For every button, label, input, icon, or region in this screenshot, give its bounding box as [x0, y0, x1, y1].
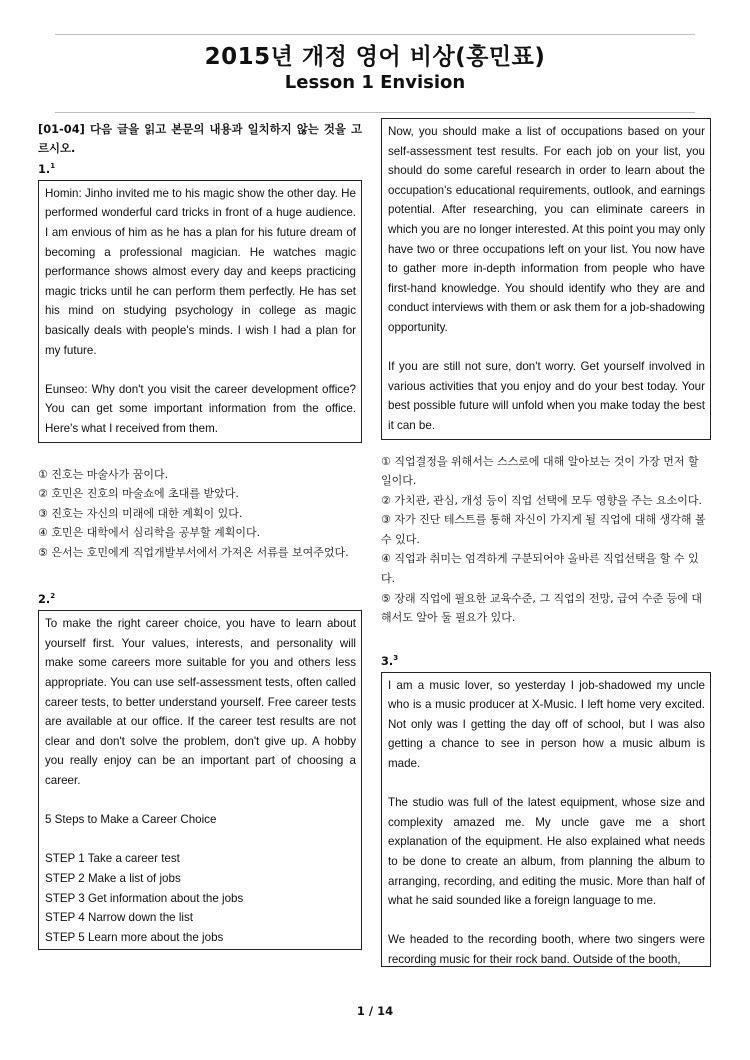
passage-paragraph: Eunseo: Why don't you visit the career development office? You can get some important information from the office. Here's what I received from them.	[45, 382, 356, 435]
question-2-number: 2.$^2$	[38, 592, 56, 607]
left-column	[38, 120, 362, 950]
question-3-passage	[381, 672, 711, 967]
question-2-options	[381, 452, 711, 628]
right-column	[381, 118, 711, 967]
step-item: STEP 5 Learn more about the jobs	[45, 930, 224, 944]
passage-paragraph: If you are still not sure, don't worry. Get yourself involved in various activities that you enjoy and do your best today. Your best possible future will unfold when you make today the best it can be.	[388, 360, 705, 432]
answer-option[interactable]: ① 진호는 마술사가 꿈이다.	[38, 467, 169, 481]
passage-paragraph: Now, you should make a list of occupations based on your self-assessment test results. For each job on your list, you should do some careful research in order to learn about the occupation's educational requirements, outlook, and earnings potential. After researching, you can eliminate careers in which you are no longer interested. At this point you may only have two or three occupations left on your list. You now have to gather more in-depth information from people who have first-hand knowledge. You should identify who they are and conduct interviews with them or ask them for a job-shadowing opportunity.	[388, 125, 705, 334]
passage-paragraph: Homin: Jinho invited me to his magic show the other day. He performed wonderful card tricks in front of a huge audience. I am envious of him as he has a plan for his future dream of becoming a professional magician. He watches magic performance shows almost every day and keeps practicing magic tricks until he can perform them perfectly. He has set his mind on studying psychology in college as magic basically deals with people's minds. I wish I had a plan for my future.	[45, 186, 356, 357]
step-item: STEP 2 Make a list of jobs	[45, 872, 181, 885]
answer-option[interactable]: ② 가치관, 관심, 개성 등이 직업 선택에 모두 영향을 주는 요소이다.	[381, 493, 702, 507]
answer-option[interactable]: ① 직업결정을 위해서는 스스로에 대해 알아보는 것이 가장 먼저 할 일이다.	[381, 454, 699, 488]
answer-option[interactable]: ④ 직업과 취미는 엄격하게 구분되어야 올바른 직업선택을 할 수 있다.	[381, 552, 699, 586]
answer-option[interactable]: ② 호민은 진호의 마술쇼에 초대를 받았다.	[38, 487, 239, 501]
answer-option[interactable]: ③ 자가 진단 테스트를 통해 자신이 가지게 될 직업에 대해 생각해 볼 수 있다.	[381, 513, 706, 546]
question-3-number: 3.$^3$	[381, 653, 399, 668]
top-rule	[55, 34, 695, 35]
step-item: STEP 4 Narrow down the list	[45, 911, 193, 925]
step-item: STEP 3 Get information about the jobs	[45, 891, 244, 905]
header-rule	[55, 112, 695, 113]
steps-title: 5 Steps to Make a Career Choice	[45, 813, 217, 827]
answer-option[interactable]: ⑤ 은서는 호민에게 직업개발부서에서 가져온 서류를 보여주었다.	[38, 545, 349, 559]
document-title: 2015년 개정 영어 비상(홍민표)	[204, 44, 546, 70]
question-2-passage-continued	[381, 118, 711, 440]
passage-paragraph: The studio was full of the latest equipment, whose size and complexity amazed me. My uncle gave me a short explanation of the equipment. He also explained what needs to be done to create an album, from planning the album to arranging, recording, and editing the music. More than half of what he said sounded like a foreign language to me.	[388, 796, 705, 908]
question-1-passage	[38, 180, 362, 443]
question-2-passage	[38, 610, 362, 950]
passage-paragraph: We headed to the recording booth, where two singers were recording music for their rock band. Outside of the booth,	[388, 933, 705, 966]
answer-option[interactable]: ⑤ 장래 직업에 필요한 교육수준, 그 직업의 전망, 급여 수준 등에 대해서도 알아 둘 필요가 있다.	[381, 591, 702, 625]
answer-option[interactable]: ③ 진호는 자신의 미래에 대한 계획이 있다.	[38, 506, 243, 520]
document-subtitle: Lesson 1 Envision	[284, 72, 466, 93]
footnote-ref: 1	[50, 162, 56, 170]
page-number: 1 / 14	[356, 1004, 394, 1018]
passage-paragraph: To make the right career choice, you have to learn about yourself first. Your values, interests, and personality will make some careers more suitable for you and others less appropriate. You can use self-assessment tests, often called career tests, to better understand yourself. Free career tests are available at our office. If the career test results are not clear and don't solve the problem, don't give up. A hobby you really enjoy can be an important part of choosing a career.	[45, 617, 356, 788]
footnote-ref: 2	[50, 592, 56, 601]
question-1-options	[38, 465, 362, 563]
step-item: STEP 1 Take a career test	[45, 852, 180, 866]
passage-paragraph: I am a music lover, so yesterday I job-shadowed my uncle who is a music producer at X-Music. I left home very excited. Not only was I getting the day off of school, but I was also getting a chance to see in person how a music album is made.	[388, 678, 705, 771]
question-instruction: [01-04] 다음 글을 읽고 본문의 내용과 일치하지 않는 것을 고르시오.	[38, 122, 362, 155]
answer-option[interactable]: ④ 호민은 대학에서 심리학을 공부할 계획이다.	[38, 526, 261, 540]
question-1-number: 1.$^1$	[38, 161, 56, 176]
footnote-ref: 3	[393, 653, 399, 662]
